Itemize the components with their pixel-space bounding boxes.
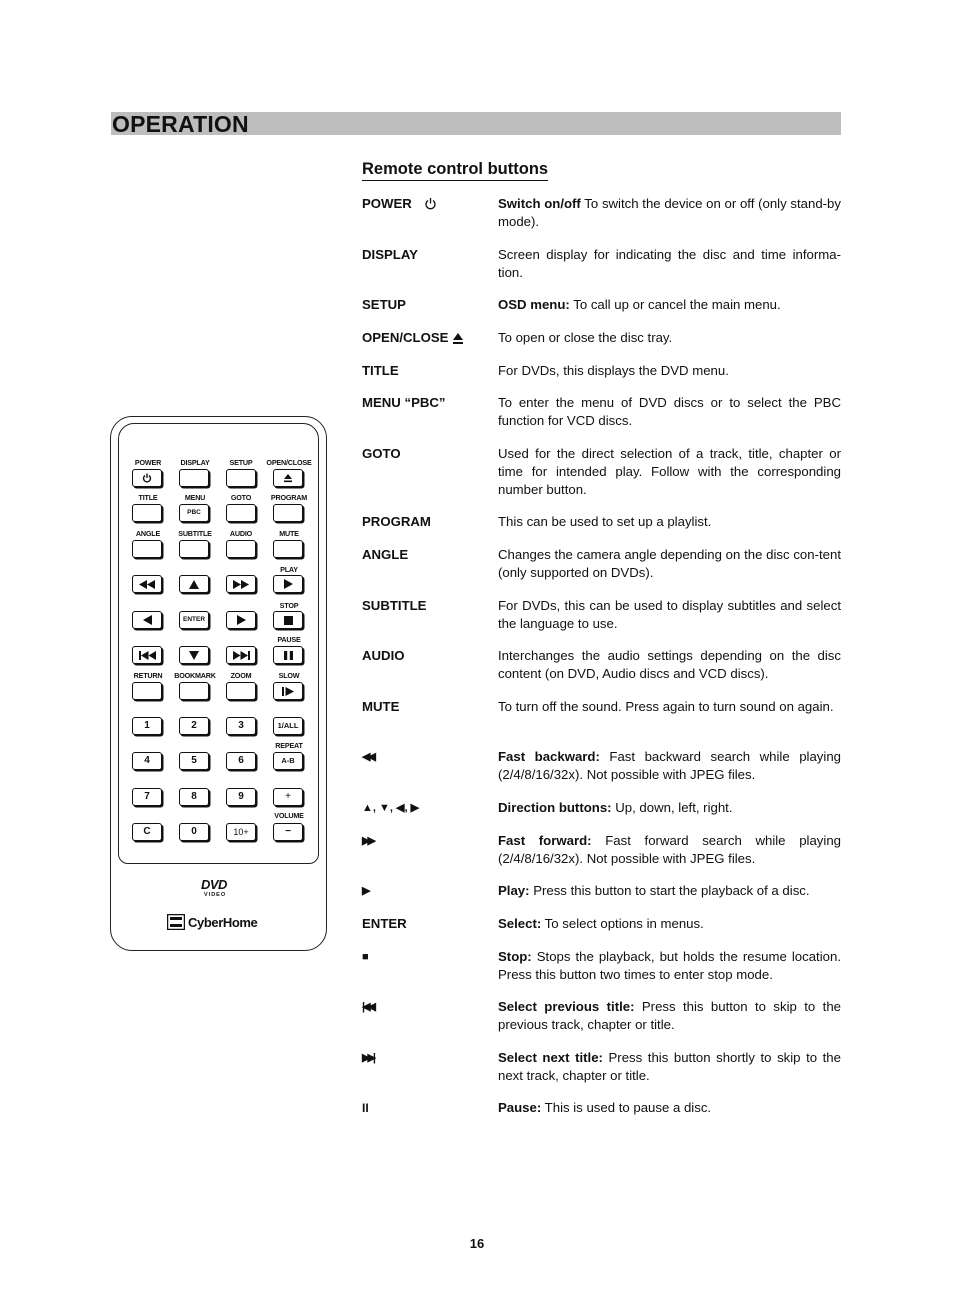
remote-label-return: RETURN: [133, 671, 163, 680]
entry-description: For DVDs, this displays the DVD menu.: [498, 363, 729, 378]
entry-description: Switch on/off To switch the device on or off (only stand-by mode).: [498, 196, 841, 229]
remote-label-goto: GOTO: [230, 493, 252, 502]
entry-key: GOTO: [362, 446, 401, 461]
direction-arrows-icon: ▲, ▼, ◀, ▶: [362, 802, 420, 814]
remote-label-subtitle: SUBTITLE: [178, 529, 212, 538]
cyberhome-logo-icon: [167, 914, 185, 930]
stop-icon: ■: [362, 951, 369, 963]
remote-display-button: [179, 469, 209, 487]
remote-a-b-button: A-B: [273, 752, 303, 770]
remote-label-zoom: ZOOM: [230, 671, 252, 680]
remote-one-all-button: 1/ALL: [273, 717, 303, 735]
remote-label-setup: SETUP: [229, 458, 253, 467]
skip-previous-icon: |◀◀: [362, 1001, 373, 1013]
entry-description: OSD menu: To call up or cancel the main menu.: [498, 297, 781, 312]
remote-play-button: [273, 575, 303, 593]
remote-title-button: [132, 504, 162, 522]
entry-description: Used for the direct selection of a track, title, chapter or time for intended play. Follow with the corresponding number button.: [498, 446, 841, 497]
slow-play-icon: [282, 687, 294, 696]
remote-slow-button: [273, 682, 303, 700]
pause-icon: [284, 651, 293, 660]
power-icon: [424, 197, 437, 211]
remote-angle-button: [132, 540, 162, 558]
arrow-left-icon: [143, 615, 152, 625]
entry-key: TITLE: [362, 363, 399, 378]
entry-description: Screen display for indicating the disc and time informa-tion.: [498, 247, 841, 280]
remote-label-display: DISPLAY: [180, 458, 210, 467]
entry-description: Select next title: Press this button shortly to skip to the next track, chapter or title.: [498, 1050, 841, 1083]
skip-next-icon: [233, 651, 250, 660]
subheading: Remote control buttons: [362, 159, 548, 181]
remote-number-1-button: 1: [132, 717, 162, 735]
remote-pause-button: [273, 646, 303, 664]
entry-key: MUTE: [362, 699, 400, 714]
remote-goto-button: [226, 504, 256, 522]
remote-down-button: [179, 646, 209, 664]
entry-description: Fast forward: Fast forward search while playing (2/4/8/16/32x). Not possible with JPEG files.: [498, 833, 841, 866]
skip-previous-icon: [139, 651, 156, 660]
remote-number-5-button: 5: [179, 752, 209, 770]
remote-label-audio: AUDIO: [229, 529, 253, 538]
remote-label-menu: MENU: [184, 493, 206, 502]
remote-bookmark-button: [179, 682, 209, 700]
remote-right-button: [226, 611, 256, 629]
fast-backward-icon: ◀◀: [362, 751, 373, 763]
remote-audio-button: [226, 540, 256, 558]
remote-mute-button: [273, 540, 303, 558]
power-icon: [142, 473, 152, 483]
remote-zoom-button: [226, 682, 256, 700]
entry-key: SUBTITLE: [362, 598, 427, 613]
remote-number-4-button: 4: [132, 752, 162, 770]
remote-ten-plus-button: 10+: [226, 823, 256, 841]
pause-icon: II: [362, 1101, 369, 1115]
entry-description: Changes the camera angle depending on the disc con-tent (only supported on DVDs).: [498, 547, 841, 580]
entry-description: Interchanges the audio settings depending on the disc content (on DVD, Audio discs and VCD discs).: [498, 648, 841, 681]
remote-number-9-button: 9: [226, 788, 256, 806]
remote-number-0-button: 0: [179, 823, 209, 841]
remote-label-pause: PAUSE: [277, 635, 301, 644]
remote-number-3-button: 3: [226, 717, 256, 735]
remote-volume-down-button: −: [273, 823, 303, 841]
remote-previous-button: [132, 646, 162, 664]
arrow-right-icon: [237, 615, 246, 625]
remote-power-button: [132, 469, 162, 487]
remote-label-repeat: REPEAT: [275, 741, 303, 750]
remote-fast-backward-button: [132, 575, 162, 593]
entry-description: Direction buttons: Up, down, left, right.: [498, 800, 733, 815]
entry-description: For DVDs, this can be used to display subtitles and select the language to use.: [498, 598, 841, 631]
brand-name: CyberHome: [188, 914, 258, 930]
remote-setup-button: [226, 469, 256, 487]
entry-description: Fast backward: Fast backward search while playing (2/4/8/16/32x). Not possible with JPEG files.: [498, 749, 841, 782]
entry-key: DISPLAY: [362, 247, 418, 262]
entry-description: Pause: This is used to pause a disc.: [498, 1100, 712, 1115]
remote-return-button: [132, 682, 162, 700]
remote-label-slow: SLOW: [278, 671, 300, 680]
entry-key: MENU “PBC”: [362, 395, 446, 410]
remote-open-close-button: [273, 469, 303, 487]
entry-key: POWER: [362, 195, 437, 213]
entry-description: Select: To select options in menus.: [498, 916, 704, 931]
fast-backward-icon: [139, 580, 155, 589]
fast-forward-icon: ▶▶: [362, 835, 373, 847]
entry-description: Select previous title: Press this button to skip to the previous track, chapter or title.: [498, 999, 842, 1032]
brand-logo: [167, 914, 257, 930]
remote-subtitle-button: [179, 540, 209, 558]
remote-up-button: [179, 575, 209, 593]
entry-key: SETUP: [362, 297, 406, 312]
remote-label-power: POWER: [134, 458, 162, 467]
remote-label-bookmark: BOOKMARK: [174, 671, 216, 680]
dvd-logo: DVD: [201, 877, 227, 892]
remote-menu-pbc-button: PBC: [179, 504, 209, 522]
section-title: OPERATION: [112, 111, 249, 137]
remote-label-play: PLAY: [280, 565, 298, 574]
remote-number-8-button: 8: [179, 788, 209, 806]
remote-fast-forward-button: [226, 575, 256, 593]
remote-program-button: [273, 504, 303, 522]
remote-number-2-button: 2: [179, 717, 209, 735]
entry-key: OPEN/CLOSE: [362, 329, 464, 347]
remote-label-volume: VOLUME: [274, 811, 304, 820]
entry-key: PROGRAM: [362, 514, 431, 529]
eject-icon: [452, 332, 464, 345]
remote-label-open-close: OPEN/CLOSE: [266, 458, 312, 467]
entry-key: AUDIO: [362, 648, 405, 663]
remote-label-mute: MUTE: [279, 529, 299, 538]
remote-label-stop: STOP: [279, 601, 299, 610]
entry-description: To open or close the disc tray.: [498, 330, 673, 345]
dvd-video-logo-text: VIDEO: [204, 892, 227, 898]
entry-description: To enter the menu of DVD discs or to select the PBC function for VCD discs.: [498, 395, 841, 428]
page-number: 16: [469, 1236, 485, 1251]
stop-icon: [284, 616, 293, 625]
play-icon: [284, 579, 293, 589]
remote-enter-button: ENTER: [179, 611, 209, 629]
remote-clear-button: C: [132, 823, 162, 841]
entry-key: ANGLE: [362, 547, 409, 562]
remote-control-illustration: [110, 416, 327, 951]
entry-description: Play: Press this button to start the playback of a disc.: [498, 883, 810, 898]
entry-description: To turn off the sound. Press again to turn sound on again.: [498, 699, 834, 714]
entry-description: This can be used to set up a playlist.: [498, 514, 712, 529]
arrow-up-icon: [189, 580, 199, 589]
remote-stop-button: [273, 611, 303, 629]
arrow-down-icon: [189, 651, 199, 660]
remote-volume-up-button: +: [273, 788, 303, 806]
remote-number-7-button: 7: [132, 788, 162, 806]
remote-label-angle: ANGLE: [135, 529, 161, 538]
remote-left-button: [132, 611, 162, 629]
play-icon: ▶: [362, 885, 371, 897]
eject-icon: [283, 473, 293, 483]
remote-next-button: [226, 646, 256, 664]
remote-label-program: PROGRAM: [270, 493, 308, 502]
fast-forward-icon: [233, 580, 249, 589]
skip-next-icon: ▶▶|: [362, 1052, 373, 1064]
remote-number-6-button: 6: [226, 752, 256, 770]
entry-description: Stop: Stops the playback, but holds the resume location. Press this button two times to enter stop mode.: [498, 949, 841, 982]
entry-key: ENTER: [362, 916, 407, 931]
remote-label-title: TITLE: [138, 493, 158, 502]
